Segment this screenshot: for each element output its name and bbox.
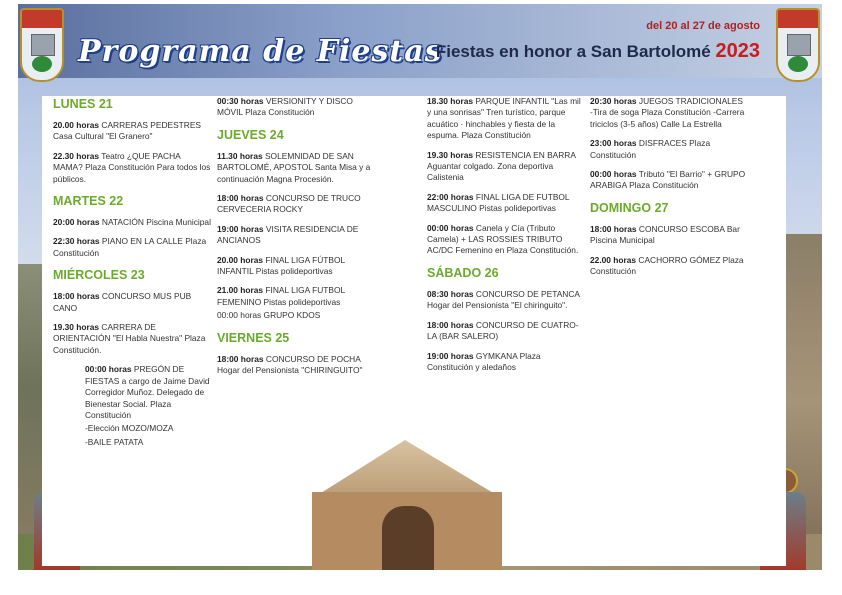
schedule-event (217, 255, 372, 278)
day-heading: SÁBADO 26 (427, 265, 499, 280)
event-description: JUEGOS TRADICIONALES -Tira de soga Plaza Constitución -Carrera triciclos (3-5 años) Calle La Estrella (590, 96, 745, 129)
schedule-event (217, 285, 372, 308)
chapel-image (290, 440, 520, 570)
schedule-event (427, 150, 584, 184)
event-time: 20.00 horas (53, 120, 100, 130)
schedule-event (53, 364, 211, 421)
schedule-event (53, 236, 211, 259)
day-heading: MIÉRCOLES 23 (53, 268, 145, 283)
event-description: CACHORRO GÓMEZ Plaza Constitución (590, 254, 744, 277)
town-crest-icon (776, 8, 820, 82)
event-description: CONCURSO DE TRUCO CERVECERIA ROCKY (217, 193, 361, 215)
day-heading: LUNES 21 (53, 97, 113, 111)
schedule-event (590, 255, 746, 278)
schedule-event (590, 96, 746, 130)
event-description: RESISTENCIA EN BARRA Aguantar colgado. Zona deportiva Calistenia (427, 149, 576, 183)
schedule-event (53, 291, 211, 314)
schedule-event (217, 151, 372, 185)
event-time: 00:00 horas (590, 169, 637, 180)
event-time: 22.30 horas (53, 150, 100, 161)
event-note: -Elección MOZO/MOZA (85, 423, 174, 434)
schedule-event (590, 169, 746, 192)
event-time: 22:30 horas (53, 236, 100, 247)
event-description: PIANO EN LA CALLE Plaza Constitución (53, 236, 207, 258)
event-time: 20:00 horas (53, 217, 100, 228)
event-description: VERSIONITY Y DISCO MÓVIL Plaza Constitución (217, 96, 353, 118)
header-band (18, 4, 822, 78)
event-time: 21.00 horas (217, 285, 264, 296)
event-description: CONCURSO DE POCHA Hogar del Pensionista "CHIRINGUITO" (217, 353, 363, 376)
schedule-event (427, 351, 584, 374)
day-heading: DOMINGO 27 (590, 200, 669, 215)
event-description: Tributo "El Barrio" + GRUPO ARABIGA Plaza Constitución (590, 169, 746, 191)
event-time: 22:00 horas (427, 191, 474, 202)
schedule-event (427, 289, 584, 312)
schedule-event (53, 217, 211, 228)
schedule-column (53, 96, 211, 456)
event-note: 00:00 horas GRUPO KDOS (217, 310, 321, 321)
schedule-event (217, 96, 372, 119)
schedule-event (53, 120, 211, 143)
event-time: 18:00 horas (427, 319, 474, 330)
event-description: FINAL LIGA FÚTBOL INFANTIL Pistas polideportivas (217, 254, 345, 277)
event-time: 19.30 horas (427, 149, 474, 160)
schedule-event (53, 322, 211, 356)
event-description: CONCURSO DE CUATRO-LA (BAR SALERO) (427, 319, 579, 342)
event-description: DISFRACES Plaza Constitución (590, 138, 711, 160)
event-time: 18:00 horas (217, 193, 264, 204)
schedule-column (590, 96, 746, 285)
event-time: 18:00 horas (590, 223, 637, 234)
event-description: GYMKANA Plaza Constitución y aledaños (427, 350, 541, 372)
day-heading: MARTES 22 (53, 194, 124, 209)
schedule-column (427, 96, 584, 381)
event-time: 20.00 horas (217, 254, 264, 265)
event-time: 00:30 horas (217, 96, 264, 106)
event-time: 20:30 horas (590, 96, 637, 106)
event-description: PREGÓN DE FIESTAS a cargo de Jaime David Corregidor Muñoz. Delegado de Bienestar Social. Plaza Constitución (85, 364, 210, 420)
subtitle-text: Fiestas en honor a San Bartolomé (435, 42, 711, 61)
event-time: 08:30 horas (427, 288, 474, 299)
day-heading: VIERNES 25 (217, 330, 290, 345)
schedule-event (427, 96, 584, 142)
event-time: 11.30 horas (217, 150, 263, 161)
event-time: 00:00 horas (427, 222, 474, 233)
event-time: 18:00 horas (53, 291, 100, 302)
event-description: FINAL LIGA FUTBOL FEMENINO Pistas polideportivas (217, 285, 345, 307)
event-time: 00:00 horas (85, 364, 132, 375)
event-description: CONCURSO ESCOBA Bar Piscina Municipal (590, 223, 740, 246)
event-description: CONCURSO MUS PUB CANO (53, 291, 192, 313)
schedule-event (427, 192, 584, 215)
event-description: CARRERA DE ORIENTACIÓN "El Habla Nuestra" Plaza Constitución. (53, 322, 206, 355)
event-description: Canela y Cía (Tributo Camela) + LAS ROSSIES TRIBUTO AC/DC Femenino en Plaza Constitución. (427, 222, 579, 256)
schedule-event (590, 138, 746, 161)
event-time: 23:00 horas (590, 138, 637, 149)
event-description: FINAL LIGA DE FUTBOL MASCULINO Pistas polideportivas (427, 191, 570, 214)
schedule-event (217, 193, 372, 216)
schedule-event (217, 354, 372, 377)
program-title: Programa de Fiestas (78, 34, 443, 69)
schedule-column (217, 96, 372, 385)
event-note: -BAILE PATATA (85, 436, 144, 447)
festival-subtitle (436, 40, 760, 63)
event-time: 18.30 horas (427, 96, 474, 106)
schedule-event (217, 224, 372, 247)
town-crest-icon (20, 8, 64, 82)
event-time: 19:00 horas (427, 350, 474, 361)
event-description: Teatro ¿QUE PACHA MAMA? Plaza Constitución Para todos los públicos. (53, 150, 211, 184)
festival-year: 2023 (715, 40, 760, 62)
event-description: SOLEMNIDAD DE SAN BARTOLOMÉ, APOSTOL Santa Misa y a continuación Magna Procesión. (217, 150, 371, 184)
event-time: 19.30 horas (53, 322, 100, 333)
day-heading: JUEVES 24 (217, 127, 284, 142)
schedule-event (427, 320, 584, 343)
event-description: PARQUE INFANTIL "Las mil y una sonrisas" Tren turístico, parque acuático · hinchables y fiesta de la espuma. Plaza Constitución (427, 96, 581, 141)
event-time: 22.00 horas (590, 254, 637, 265)
event-time: 19:00 horas (217, 223, 264, 234)
festival-dates: del 20 al 27 de agosto (646, 20, 760, 32)
schedule-event (427, 223, 584, 257)
event-time: 18:00 horas (217, 353, 264, 364)
event-description: CONCURSO DE PETANCA Hogar del Pensionista "El chiringuito". (427, 288, 580, 311)
schedule-event (590, 224, 746, 247)
event-description: NATACIÓN Piscina Municipal (101, 217, 211, 228)
event-description: CARRERAS PEDESTRES Casa Cultural "El Granero" (53, 120, 202, 142)
event-description: VISITA RESIDENCIA DE ANCIANOS (217, 223, 359, 246)
schedule-event (53, 151, 211, 185)
